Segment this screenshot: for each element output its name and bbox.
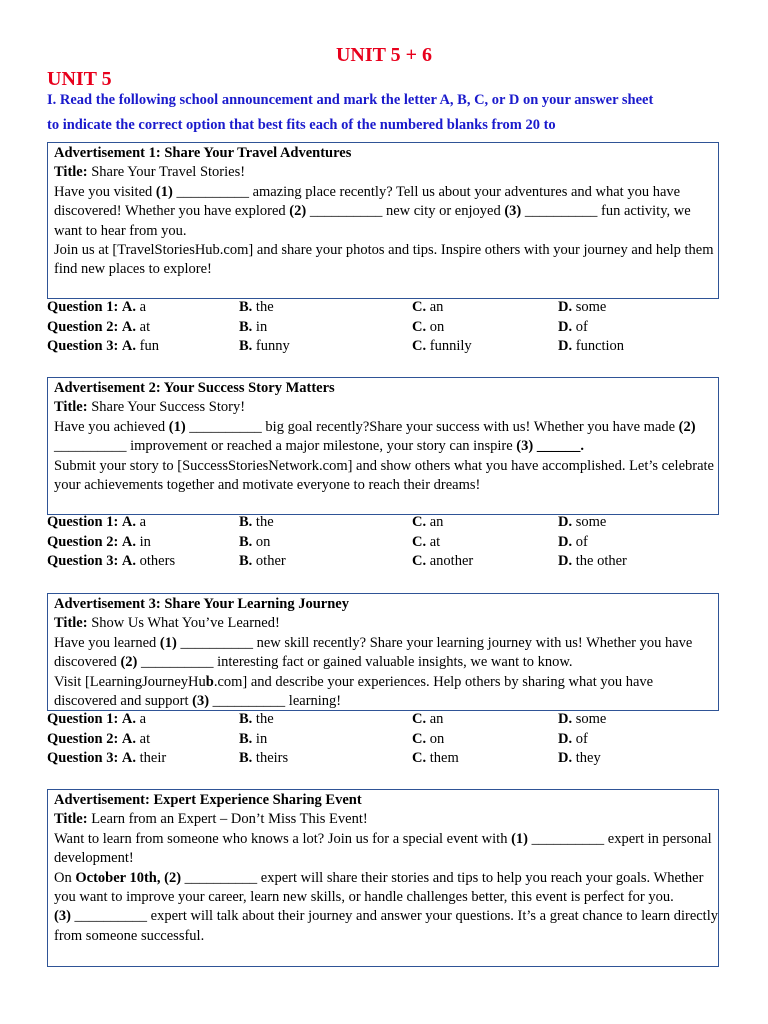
option-c: C. on xyxy=(412,318,445,335)
question-row xyxy=(47,533,727,553)
option-b: B. on xyxy=(239,533,271,550)
question-row xyxy=(47,513,727,533)
option-d: D. some xyxy=(558,299,607,315)
ad-title-line xyxy=(54,810,718,829)
title-label: Title: xyxy=(54,615,88,632)
ad-heading: Advertisement 3: Share Your Learning Journey xyxy=(54,596,349,612)
ad-paragraph xyxy=(54,418,718,457)
ad-title-line xyxy=(54,163,718,182)
option-a: Question 1: A. a xyxy=(47,711,147,727)
ad-text: expert will share their stories and tips to help you reach your goals. Whether you want to improve your career, learn new skills, or handle challenges better, this event is perfect for you. xyxy=(54,869,704,906)
option-a: Question 1: A. a xyxy=(47,299,147,315)
option-d: D. of xyxy=(558,533,588,550)
question-row xyxy=(47,552,727,572)
blank: __________ xyxy=(176,183,249,200)
advertisement-2-box xyxy=(47,377,719,515)
blank: __________ xyxy=(531,830,605,847)
blank-number: (1) xyxy=(159,634,177,651)
blank-number: (3) xyxy=(54,908,71,925)
ad-text: expert will talk about their journey and answer your questions. It’s a great chance to learn directly from someone successful. xyxy=(54,908,718,944)
ad-text: expert in personal development! xyxy=(54,830,712,867)
option-b: B. in xyxy=(239,318,268,335)
ad-text: new city or enjoyed xyxy=(382,203,505,220)
ad-title-line xyxy=(54,614,718,633)
title-label: Title: xyxy=(54,164,88,181)
option-b: B. theirs xyxy=(239,750,289,767)
blank: __________ xyxy=(74,908,148,925)
blank: __________ xyxy=(309,203,383,220)
blank-number: (1) xyxy=(155,183,173,200)
option-c: C. on xyxy=(412,730,445,747)
ad-text: b xyxy=(205,673,214,690)
ad-text: Have you achieved xyxy=(54,418,169,435)
option-b: B. the xyxy=(239,514,274,530)
option-a: Question 1: A. a xyxy=(47,514,147,530)
option-d: D. the other xyxy=(558,553,627,570)
ad-title: Share Your Success Story! xyxy=(91,399,246,416)
ad-text: .com] and describe your experiences. Help others by sharing what you have discovered and support xyxy=(54,673,654,710)
question-row xyxy=(47,730,727,750)
question-row xyxy=(47,318,727,338)
ad-text: Have you visited xyxy=(54,183,156,200)
blank-number: (2) xyxy=(164,869,182,886)
blank: ______. xyxy=(536,438,584,455)
ad-title: Share Your Travel Stories! xyxy=(91,164,246,181)
option-d: D. of xyxy=(558,318,588,335)
option-d: D. some xyxy=(558,711,607,727)
option-d: D. they xyxy=(558,750,601,767)
blank-number: (3) xyxy=(504,203,522,220)
ad-text: Visit [LearningJourneyHu xyxy=(54,673,206,690)
ad-heading: Advertisement 2: Your Success Story Matters xyxy=(54,380,335,396)
option-a: Question 3: A. their xyxy=(47,750,167,767)
ad-text: improvement or reached a major milestone, your story can inspire xyxy=(126,438,517,455)
option-b: B. funny xyxy=(239,338,290,355)
option-b: B. in xyxy=(239,730,268,747)
page-title: UNIT 5 + 6 xyxy=(335,44,433,66)
option-a: Question 2: A. at xyxy=(47,318,151,335)
ad-paragraph xyxy=(54,673,718,712)
ad-paragraph xyxy=(54,634,718,673)
ad-title-line xyxy=(54,398,718,417)
blank-number: (2) xyxy=(289,203,307,220)
ad-text: new skill recently? Share your learning journey with us! Whether you have discovered xyxy=(54,634,693,671)
ad-paragraph xyxy=(54,907,718,946)
option-a: Question 2: A. at xyxy=(47,730,151,747)
blank-number: (2) xyxy=(678,418,696,435)
advertisement-4-box xyxy=(47,789,719,967)
instruction xyxy=(47,88,727,138)
option-c: C. another xyxy=(412,553,474,570)
ad-paragraph: Join us at [TravelStoriesHub.com] and share your photos and tips. Inspire others with your journey and help them find new places to explore! xyxy=(54,242,714,278)
instruction-line-1: I. Read the following school announcement and mark the letter A, B, C, or D on your answer sheet xyxy=(47,92,654,108)
unit-title: UNIT 5 xyxy=(47,68,112,90)
question-set-1 xyxy=(47,298,727,357)
ad-text: big goal recently?Share your success with us! Whether you have made xyxy=(261,418,679,435)
ad-text: fun activity, we want to hear from you. xyxy=(54,203,691,239)
blank-number: (1) xyxy=(511,830,529,847)
ad-text: On xyxy=(54,869,76,886)
option-d: D. function xyxy=(558,338,625,355)
ad-text: interesting fact or gained valuable insights, we want to know. xyxy=(213,654,573,671)
ad-title: Show Us What You’ve Learned! xyxy=(91,615,280,632)
blank: __________ xyxy=(180,634,253,651)
ad-paragraph xyxy=(54,830,718,869)
option-c: C. funnily xyxy=(412,338,472,355)
instruction-line-2: to indicate the correct option that best fits each of the numbered blanks from 20 to xyxy=(47,117,556,133)
advertisement-1-box xyxy=(47,142,719,299)
blank: __________ xyxy=(184,869,258,886)
ad-paragraph xyxy=(54,869,718,908)
ad-text: learning! xyxy=(285,693,342,710)
ad-text: , xyxy=(156,869,165,886)
ad-text: Want to learn from someone who knows a lot? Join us for a special event with xyxy=(54,830,512,847)
option-a: Question 3: A. others xyxy=(47,553,176,570)
blank-number: (2) xyxy=(120,654,138,671)
blank: __________ xyxy=(524,203,598,220)
option-c: C. an xyxy=(412,711,444,727)
question-row xyxy=(47,749,727,769)
ad-paragraph xyxy=(54,183,718,241)
title-label: Title: xyxy=(54,811,88,828)
event-date: October 10th xyxy=(75,869,157,886)
title-label: Title: xyxy=(54,399,88,416)
blank: __________ xyxy=(212,693,286,710)
question-row xyxy=(47,298,727,318)
blank: __________ xyxy=(54,438,127,455)
blank-number: (3) xyxy=(516,438,534,455)
option-b: B. other xyxy=(239,553,286,570)
ad-heading: Advertisement 1: Share Your Travel Adventures xyxy=(54,145,352,161)
blank: __________ xyxy=(140,654,214,671)
question-set-3 xyxy=(47,710,727,769)
blank: __________ xyxy=(189,418,262,435)
option-b: B. the xyxy=(239,711,274,727)
option-c: C. an xyxy=(412,299,444,315)
option-c: C. at xyxy=(412,533,441,550)
advertisement-3-box xyxy=(47,593,719,711)
ad-paragraph: Submit your story to [SuccessStoriesNetwork.com] and show others what you have accomplished. Let’s celebrate your achievements together and motivate everyone to reach their dreams! xyxy=(54,457,714,494)
option-a: Question 3: A. fun xyxy=(47,338,159,355)
option-b: B. the xyxy=(239,299,274,315)
question-row xyxy=(47,710,727,730)
option-d: D. some xyxy=(558,514,607,530)
blank-number: (3) xyxy=(192,693,210,710)
blank-number: (1) xyxy=(168,418,186,435)
question-row xyxy=(47,337,727,357)
ad-text: Have you learned xyxy=(54,634,160,651)
ad-heading: Advertisement: Expert Experience Sharing Event xyxy=(54,792,362,808)
ad-title: Learn from an Expert – Don’t Miss This Event! xyxy=(91,811,368,828)
option-c: C. an xyxy=(412,514,444,530)
ad-text: amazing place recently? Tell us about your adventures and what you have discovered! Whether you have explored xyxy=(54,183,681,220)
option-d: D. of xyxy=(558,730,588,747)
question-set-2 xyxy=(47,513,727,572)
option-a: Question 2: A. in xyxy=(47,533,151,550)
option-c: C. them xyxy=(412,750,459,767)
